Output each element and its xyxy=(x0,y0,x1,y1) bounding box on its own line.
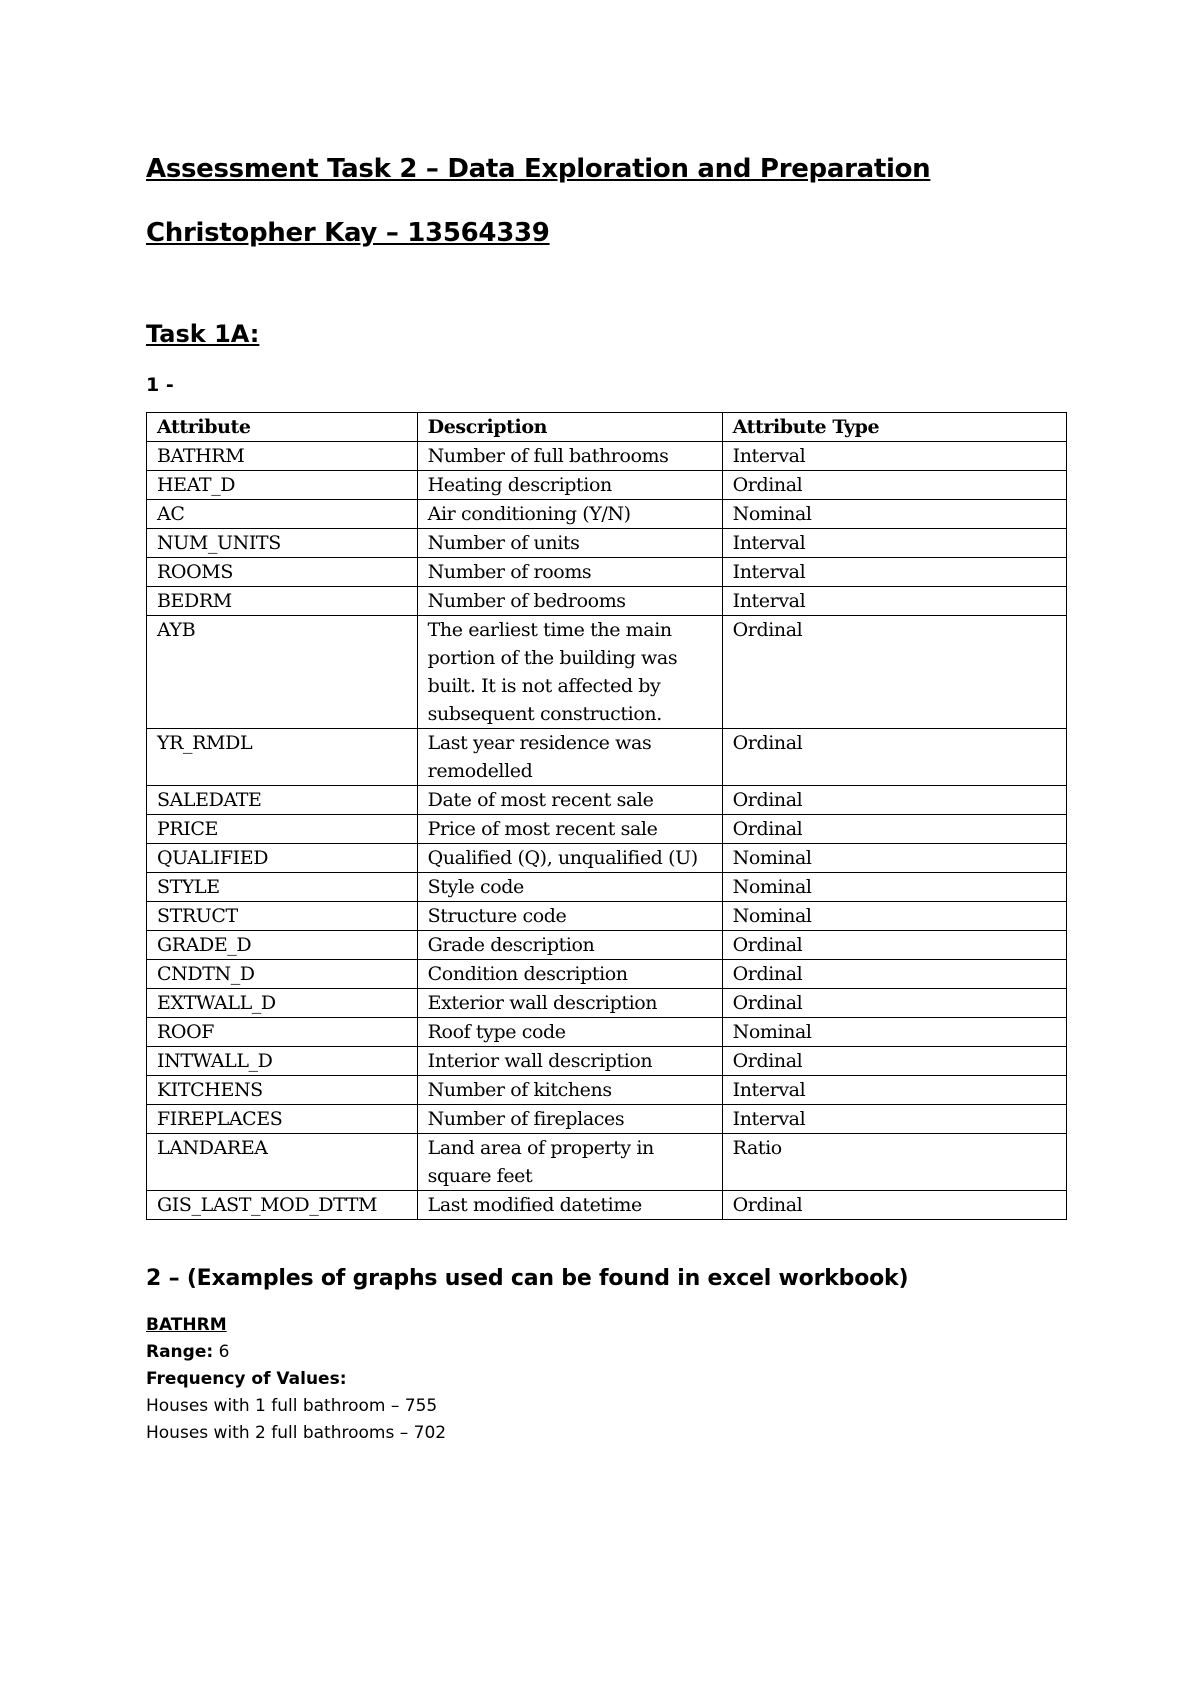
cell-attribute: FIREPLACES xyxy=(147,1105,418,1134)
table-row xyxy=(147,815,1067,844)
cell-attribute-type: Ordinal xyxy=(722,1191,1066,1220)
table-row xyxy=(147,529,1067,558)
cell-description: Condition description xyxy=(417,960,722,989)
table-row xyxy=(147,587,1067,616)
cell-description: Number of units xyxy=(417,529,722,558)
cell-description: The earliest time the main portion of the building was built. It is not affected by subsequent construction. xyxy=(417,616,722,729)
cell-description: Interior wall description xyxy=(417,1047,722,1076)
cell-attribute: HEAT_D xyxy=(147,471,418,500)
cell-attribute: AC xyxy=(147,500,418,529)
cell-attribute: BATHRM xyxy=(147,442,418,471)
cell-attribute: SALEDATE xyxy=(147,786,418,815)
table-row xyxy=(147,873,1067,902)
cell-attribute: BEDRM xyxy=(147,587,418,616)
table-row xyxy=(147,1076,1067,1105)
cell-description: Grade description xyxy=(417,931,722,960)
cell-attribute: NUM_UNITS xyxy=(147,529,418,558)
cell-attribute-type: Nominal xyxy=(722,844,1066,873)
cell-attribute-type: Ordinal xyxy=(722,960,1066,989)
cell-description: Exterior wall description xyxy=(417,989,722,1018)
range-label: Range: xyxy=(146,1342,214,1362)
cell-attribute-type: Ordinal xyxy=(722,616,1066,729)
document-page xyxy=(146,140,1066,1447)
cell-attribute-type: Interval xyxy=(722,587,1066,616)
table-row xyxy=(147,616,1067,729)
cell-attribute: INTWALL_D xyxy=(147,1047,418,1076)
column-header-attribute-type: Attribute Type xyxy=(722,413,1066,442)
table-row xyxy=(147,500,1067,529)
cell-attribute-type: Ordinal xyxy=(722,989,1066,1018)
cell-attribute: GIS_LAST_MOD_DTTM xyxy=(147,1191,418,1220)
cell-attribute: GRADE_D xyxy=(147,931,418,960)
cell-description: Style code xyxy=(417,873,722,902)
table-row xyxy=(147,989,1067,1018)
document-title: Assessment Task 2 – Data Exploration and Preparation xyxy=(146,154,931,184)
frequency-label: Frequency of Values: xyxy=(146,1369,347,1389)
table-row xyxy=(147,1105,1067,1134)
cell-attribute: STYLE xyxy=(147,873,418,902)
table-row xyxy=(147,1047,1067,1076)
table-row xyxy=(147,1018,1067,1047)
cell-description: Qualified (Q), unqualified (U) xyxy=(417,844,722,873)
cell-attribute-type: Ratio xyxy=(722,1134,1066,1191)
cell-description: Price of most recent sale xyxy=(417,815,722,844)
section-heading: BATHRM xyxy=(146,1315,227,1335)
cell-description: Number of full bathrooms xyxy=(417,442,722,471)
cell-description: Roof type code xyxy=(417,1018,722,1047)
table-header-row xyxy=(147,413,1067,442)
cell-description: Last modified datetime xyxy=(417,1191,722,1220)
table-row xyxy=(147,442,1067,471)
column-header-description: Description xyxy=(417,413,722,442)
cell-description: Date of most recent sale xyxy=(417,786,722,815)
column-header-attribute: Attribute xyxy=(147,413,418,442)
question-2-label: 2 – (Examples of graphs used can be found in excel workbook) xyxy=(146,1266,909,1291)
table-row xyxy=(147,844,1067,873)
cell-description: Number of bedrooms xyxy=(417,587,722,616)
cell-attribute-type: Nominal xyxy=(722,1018,1066,1047)
cell-attribute: AYB xyxy=(147,616,418,729)
cell-attribute: QUALIFIED xyxy=(147,844,418,873)
task-heading: Task 1A: xyxy=(146,320,260,348)
author-line: Christopher Kay – 13564339 xyxy=(146,218,550,248)
cell-attribute: CNDTN_D xyxy=(147,960,418,989)
table-row xyxy=(147,1134,1067,1191)
cell-attribute-type: Interval xyxy=(722,1105,1066,1134)
cell-description: Last year residence was remodelled xyxy=(417,729,722,786)
table-row xyxy=(147,1191,1067,1220)
cell-attribute: EXTWALL_D xyxy=(147,989,418,1018)
cell-attribute-type: Ordinal xyxy=(722,729,1066,786)
frequency-line: Houses with 1 full bathroom – 755 xyxy=(146,1396,438,1416)
cell-description: Heating description xyxy=(417,471,722,500)
cell-attribute-type: Ordinal xyxy=(722,931,1066,960)
cell-attribute-type: Ordinal xyxy=(722,786,1066,815)
table-row xyxy=(147,902,1067,931)
cell-attribute: ROOF xyxy=(147,1018,418,1047)
cell-description: Land area of property in square feet xyxy=(417,1134,722,1191)
range-value: 6 xyxy=(218,1342,230,1362)
cell-attribute-type: Interval xyxy=(722,558,1066,587)
table-row xyxy=(147,558,1067,587)
cell-description: Structure code xyxy=(417,902,722,931)
range-line xyxy=(146,1339,1066,1366)
cell-description: Number of rooms xyxy=(417,558,722,587)
cell-attribute-type: Interval xyxy=(722,1076,1066,1105)
table-row xyxy=(147,471,1067,500)
table-body xyxy=(147,442,1067,1220)
question-1-label: 1 - xyxy=(146,374,174,396)
cell-description: Number of kitchens xyxy=(417,1076,722,1105)
cell-attribute: STRUCT xyxy=(147,902,418,931)
cell-description: Air conditioning (Y/N) xyxy=(417,500,722,529)
cell-attribute-type: Nominal xyxy=(722,500,1066,529)
cell-attribute-type: Ordinal xyxy=(722,471,1066,500)
cell-attribute: PRICE xyxy=(147,815,418,844)
cell-attribute: KITCHENS xyxy=(147,1076,418,1105)
cell-attribute-type: Nominal xyxy=(722,873,1066,902)
bathrm-section xyxy=(146,1312,1066,1447)
cell-attribute-type: Interval xyxy=(722,529,1066,558)
table-row xyxy=(147,729,1067,786)
cell-attribute-type: Ordinal xyxy=(722,1047,1066,1076)
cell-attribute: YR_RMDL xyxy=(147,729,418,786)
cell-description: Number of fireplaces xyxy=(417,1105,722,1134)
cell-attribute-type: Nominal xyxy=(722,902,1066,931)
table-row xyxy=(147,786,1067,815)
attribute-table xyxy=(146,412,1067,1220)
cell-attribute-type: Interval xyxy=(722,442,1066,471)
cell-attribute: ROOMS xyxy=(147,558,418,587)
frequency-line: Houses with 2 full bathrooms – 702 xyxy=(146,1423,447,1443)
cell-attribute: LANDAREA xyxy=(147,1134,418,1191)
table-row xyxy=(147,960,1067,989)
cell-attribute-type: Ordinal xyxy=(722,815,1066,844)
table-row xyxy=(147,931,1067,960)
